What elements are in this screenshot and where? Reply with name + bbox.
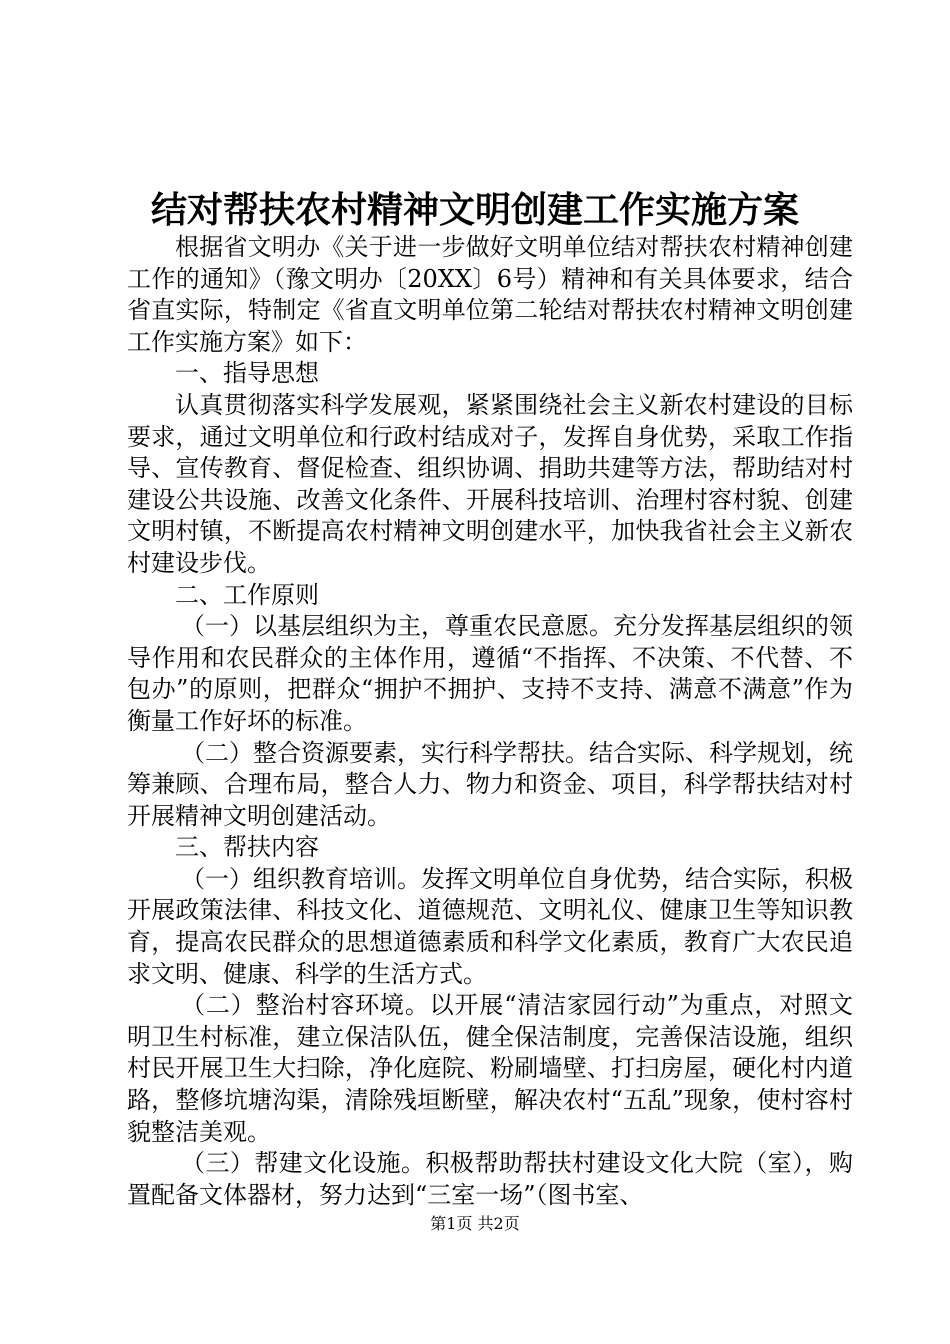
paragraph-content-1: （一）组织教育培训。发挥文明单位自身优势，结合实际，积极开展政策法律、科技文化、道德规范、文明礼仪、健康卫生等知识教育，提高农民群众的思想道德素质和科学文化素质，教育广大农民追求文明、健康、科学的生活方式。 (127, 864, 853, 988)
paragraph-principle-1: （一）以基层组织为主，尊重农民意愿。充分发挥基层组织的领导作用和农民群众的主体作用，遵循“不指挥、不决策、不代替、不包办”的原则，把群众“拥护不拥护、支持不支持、满意不满意”作为衡量工作好坏的标准。 (127, 612, 853, 735)
paragraph-content-2: （二）整治村容环境。以开展“清洁家园行动”为重点，对照文明卫生村标准，建立保洁队伍，健全保洁制度，完善保洁设施，组织村民开展卫生大扫除，净化庭院、粉刷墙壁、打扫房屋，硬化村内道路，整修坑塘沟渠，清除残垣断壁，解决农村“五乱”现象，使村容村貌整洁美观。 (127, 991, 853, 1146)
section-heading-2: 二、工作原则 (175, 580, 319, 609)
section-heading-1: 一、指导思想 (175, 359, 319, 388)
paragraph-content-3: （三）帮建文化设施。积极帮助帮扶村建设文化大院（室），购置配备文体器材，努力达到“三室一场”（图书室、 (127, 1149, 853, 1209)
paragraph-principle-2: （二）整合资源要素，实行科学帮扶。结合实际、科学规划，统筹兼顾、合理布局，整合人力、物力和资金、项目，科学帮扶结对村开展精神文明创建活动。 (127, 738, 853, 830)
section-heading-3: 三、帮扶内容 (175, 833, 319, 862)
paragraph-guiding-thought: 认真贯彻落实科学发展观，紧紧围绕社会主义新农村建设的目标要求，通过文明单位和行政村结成对子，发挥自身优势，采取工作指导、宣传教育、督促检查、组织协调、捐助共建等方法，帮助结对村建设公共设施、改善文化条件、开展科技培训、治理村容村貌、创建文明村镇，不断提高农村精神文明创建水平，加快我省社会主义新农村建设步伐。 (127, 390, 853, 577)
page-number-footer: 第1页 共2页 (430, 1214, 520, 1233)
document-title: 结对帮扶农村精神文明创建工作实施方案 (150, 189, 799, 231)
document-body (127, 232, 853, 1211)
paragraph-intro: 根据省文明办《关于进一步做好文明单位结对帮扶农村精神创建工作的通知》（豫文明办〔20XX〕6号）精神和有关具体要求，结合省直实际，特制定《省直文明单位第二轮结对帮扶农村精神文明创建工作实施方案》如下： (127, 233, 853, 356)
